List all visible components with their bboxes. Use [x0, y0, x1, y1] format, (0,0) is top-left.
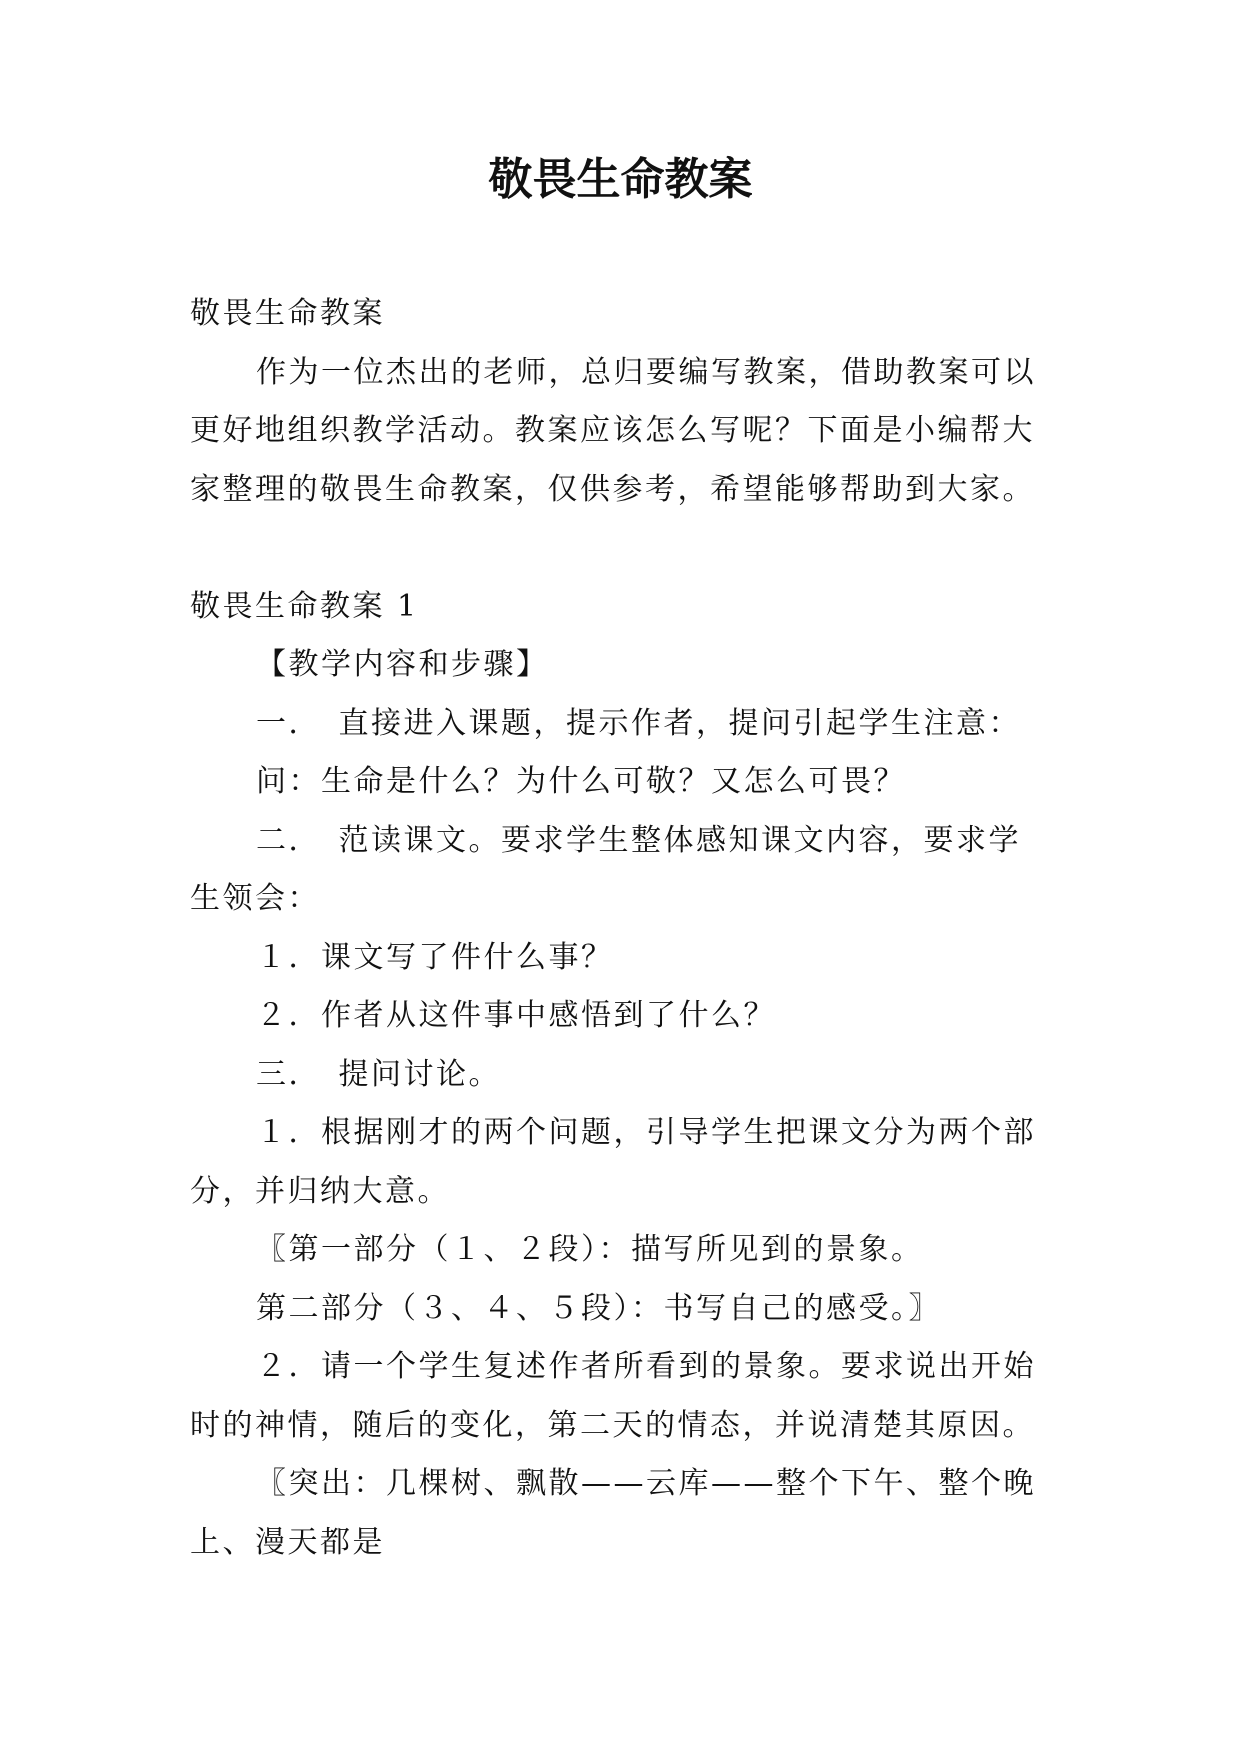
paragraph-step-1: 一． 直接进入课题，提示作者，提问引起学生注意：	[256, 705, 1021, 741]
blank-line	[190, 519, 1050, 578]
paragraph-part-one: 〖第一部分（１、２段）：描写所见到的景象。	[256, 1232, 924, 1267]
paragraph-step-3: 三． 提问讨论。	[256, 1056, 501, 1092]
intro-paragraph: 作为一位杰出的老师，总归要编写教案，借助教案可以更好地组织教学活动。教案应该怎么写呢？下面是小编帮大家整理的敬畏生命教案，仅供参考，希望能够帮助到大家。	[190, 354, 1036, 507]
section-title: 敬畏生命教案 1	[190, 588, 419, 624]
paragraph-highlight: 〖突出：几棵树、飘散——云库——整个下午、整个晚上、漫天都是	[190, 1466, 1036, 1560]
document-title: 敬畏生命教案	[488, 154, 753, 205]
paragraph-discussion-1: １．根据刚才的两个问题，引导学生把课文分为两个部分，并归纳大意。	[190, 1115, 1036, 1209]
paragraph-item-1: １．课文写了件什么事？	[256, 939, 614, 975]
subtitle: 敬畏生命教案	[190, 296, 385, 331]
paragraph-item-2: ２．作者从这件事中感悟到了什么？	[256, 998, 776, 1033]
paragraph-discussion-2: ２．请一个学生复述作者所看到的景象。要求说出开始时的神情，随后的变化，第二天的情态，并说清楚其原因。	[190, 1349, 1036, 1443]
paragraph-teaching-steps: 【教学内容和步骤】	[256, 647, 549, 682]
paragraph-question: 问：生命是什么？为什么可敬？又怎么可畏？	[256, 764, 906, 799]
document-body	[190, 285, 1050, 1572]
paragraph-part-two: 第二部分（３、４、５段）：书写自己的感受。〗	[256, 1290, 941, 1326]
paragraph-step-2: 二． 范读课文。要求学生整体感知课文内容，要求学生领会：	[190, 822, 1021, 916]
